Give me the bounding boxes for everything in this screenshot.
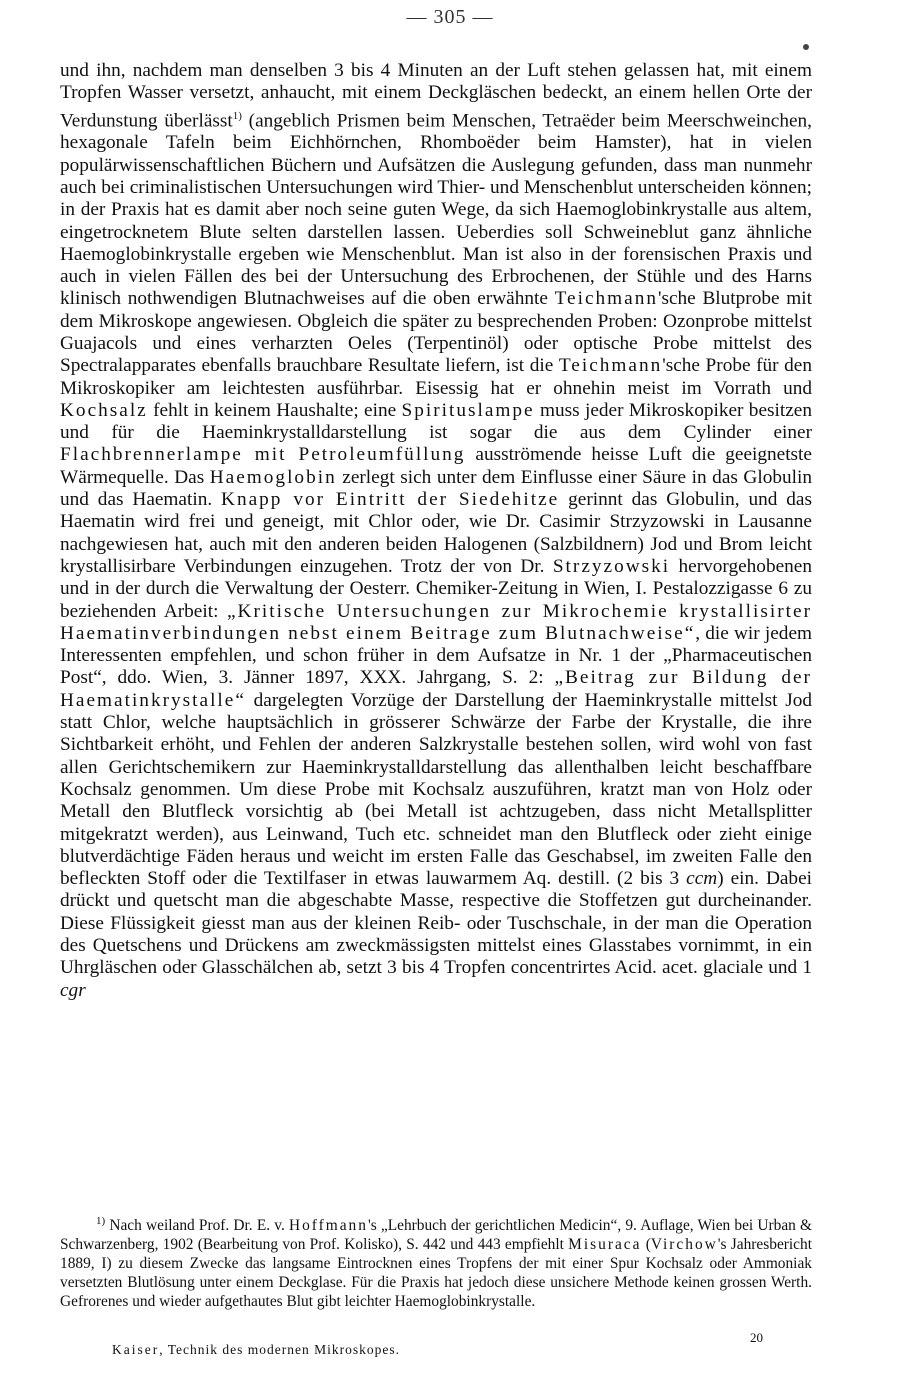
text-run: ( xyxy=(641,1236,651,1254)
text-run: hervorgehobenen und in der durch die Verwaltung der Oesterr. Chemiker-Zeitung in Wien, I. Pestalozzigasse 6 zu beziehenden Arbeit: xyxy=(60,555,812,622)
text-run: ) ein. Dabei drückt und quetscht man die abgeschabte Masse, respective die Stoffetzen gut durcheinander. Diese Flüssigkeit giesst man aus der kleinen Reib- oder Tuschschale, in der man die Operation des Quetschens und Drückens am zweckmässigsten mittelst eines Glasstabes vornimmt, in ein Uhrgläschen oder Glasschälchen ab, setzt 3 bis 4 Tropfen concentrirtes Acid. acet. glaciale und 1 xyxy=(60,868,812,979)
footnote-reference: 1) xyxy=(232,109,242,122)
page-number: — 305 — xyxy=(406,6,494,28)
footnotes xyxy=(60,1212,812,1311)
footer-author: Kaiser xyxy=(112,1342,160,1357)
emphasis-term: Spirituslampe xyxy=(401,399,535,421)
text-run: 'sche Blutprobe mit dem Mikroskope angewiesen. Obgleich die später zu besprechenden Proben: Ozonprobe mittelst Guajacols und eines verharzten Oeles (Terpentinöl) oder optische Probe mittelst des Spectralapparates ebenfalls brauchbare Resultate liefern, ist die xyxy=(60,288,812,377)
paragraph xyxy=(60,60,812,1002)
emphasis-name: Misuraca xyxy=(568,1236,642,1254)
emphasis-term: Kochsalz xyxy=(60,399,148,421)
emphasis-name: Teichmann xyxy=(554,288,658,310)
emphasis-name: Hoffmann xyxy=(288,1217,368,1235)
unit: ccm xyxy=(686,868,718,890)
unit: cgr xyxy=(60,979,86,1001)
text-run: fehlt in keinem Haushalte; eine xyxy=(147,399,402,421)
emphasis-title: „Kritische Untersuchungen zur Mikrochemie krystallisirter Haematinverbindungen nebst einem Beitrage zum Blutnachweise“ xyxy=(60,600,812,644)
footnote xyxy=(60,1212,812,1311)
signature-mark: 20 xyxy=(750,1330,763,1345)
text-run: 's „Lehrbuch der gerichtlichen Medicin“, 9. Auflage, Wien bei Urban & Schwarzenberg, 1902 (Bearbeitung von Prof. Kolisko), S. 442 und 443 empfiehlt xyxy=(60,1217,812,1254)
text-run: Nach weiland Prof. Dr. E. v. xyxy=(105,1217,289,1235)
text-run: gerinnt das Globulin, und das Haematin wird frei und geneigt, mit Chlor oder, wie Dr. Casimir Strzyzowski in Lausanne nachgewiesen hat, auch mit den anderen beiden Halogenen (Salzbildnern) Jod und Brom leicht krystallisirbare Verbindungen einzugehen. Trotz der von Dr. xyxy=(60,489,812,577)
text-run: und ihn, nachdem man denselben 3 bis 4 Minuten an der Luft stehen gelassen hat, mit einem Tropfen Wasser versetzt, anhaucht, mit einem Deckgläschen bedeckt, an einem hellen Orte der Verdunstung überlässt xyxy=(60,60,812,132)
emphasis-name: Strzyzowski xyxy=(552,555,671,577)
emphasis-name: Virchow xyxy=(650,1236,718,1254)
emphasis-title: „Beitrag zur Bildung der Haematinkrystalle“ xyxy=(60,667,812,711)
text-run: zerlegt sich unter dem Einflusse einer Säure in das Globulin und das Haematin. xyxy=(60,466,812,511)
emphasis-name: Teichmann xyxy=(558,355,663,377)
footer-title: , Technik des modernen Mikroskopes. xyxy=(159,1342,401,1357)
ink-dot xyxy=(803,44,809,50)
text-run: 's Jahresbericht 1889, I) zu diesem Zwecke das langsame Eintrocknen eines Tropfens der mit einer Spur Kochsalz oder Ammoniak versetzten Blutlösung unter einem Deckglase. Für die Praxis hat jedoch diese unsichere Methode keinen grossen Werth. Gefrorenes und wieder aufgethautes Blut gibt leichter Haemoglobinkrystalle. xyxy=(60,1236,812,1311)
text-run: dargelegten Vorzüge der Darstellung der Haeminkrystalle mittelst Jod statt Chlor, welche hauptsächlich in grösserer Schwärze der Farbe der Krystalle, die ihre Sichtbarkeit erhöht, und Fehlen der anderen Salzkrystalle bestehen sollen, wird wohl von fast allen Gerichtschemikern zur Haeminkrystalldarstellung das allenthalben leicht beschaffbare Kochsalz genommen. Um diese Probe mit Kochsalz auszuführen, kratzt man von Holz oder Metall den Blutfleck vorsichtig ab (bei Metall ist achtzugeben, dass nicht Metallsplitter mitgekratzt werden), aus Leinwand, Tuch etc. schneidet man den Blutfleck oder zieht einige blutverdächtige Fäden heraus und weicht im ersten Falle das Geschabsel, im zweiten Falle den befleckten Stoff oder die Textilfaser in etwas lauwarmem Aq. destill. (2 bis 3 xyxy=(60,689,812,890)
emphasis-term: Knapp vor Eintritt der Siedehitze xyxy=(221,489,560,511)
running-footer xyxy=(112,1342,400,1358)
main-text xyxy=(60,60,812,1002)
text-run: 'sche Probe für den Mikroskopiker am leichtesten ausführbar. Eisessig hat er ohnehin meist im Vorrath und xyxy=(60,355,813,399)
text-run: , die wir jedem Interessenten empfehlen, und schon früher in dem Aufsatze in Nr. 1 der „Pharmaceutischen Post“, ddo. Wien, 3. Jänner 1897, XXX. Jahrgang, S. 2: xyxy=(60,622,812,689)
footnote-mark: 1) xyxy=(96,1215,106,1227)
text-run: muss jeder Mikroskopiker besitzen und für die Haeminkrystalldarstellung ist sogar die aus dem Cylinder einer xyxy=(60,399,812,444)
emphasis-term: Flachbrennerlampe mit Petroleumfüllung xyxy=(60,444,466,466)
text-run: ausströmende heisse Luft die geeignetste Wärmequelle. Das xyxy=(60,444,812,488)
emphasis-term: Haemoglobin xyxy=(209,466,337,488)
text-run: (angeblich Prismen beim Menschen, Tetraëder beim Meerschweinchen, hexagonale Tafeln beim Eichhörnchen, Rhomboëder beim Hamster), hat in vielen populärwissenschaftlichen Büchern und Aufsätzen die Auslegung gefunden, dass man nunmehr auch bei criminalistischen Untersuchungen wird Thier- und Menschenblut unterscheiden können; in der Praxis hat es damit aber noch seine guten Wege, da sich Haemoglobinkrystalle aus altem, eingetrocknetem Blute selten darstellen lassen. Ueberdies soll Schweineblut ganz ähnliche Haemoglobinkrystalle ergeben wie Menschenblut. Man ist also in der forensischen Praxis und auch in vielen Fällen des bei der Untersuchung des Erbrochenen, der Stühle und des Harns klinisch nothwendigen Blutnachweises auf die oben erwähnte xyxy=(60,110,812,310)
